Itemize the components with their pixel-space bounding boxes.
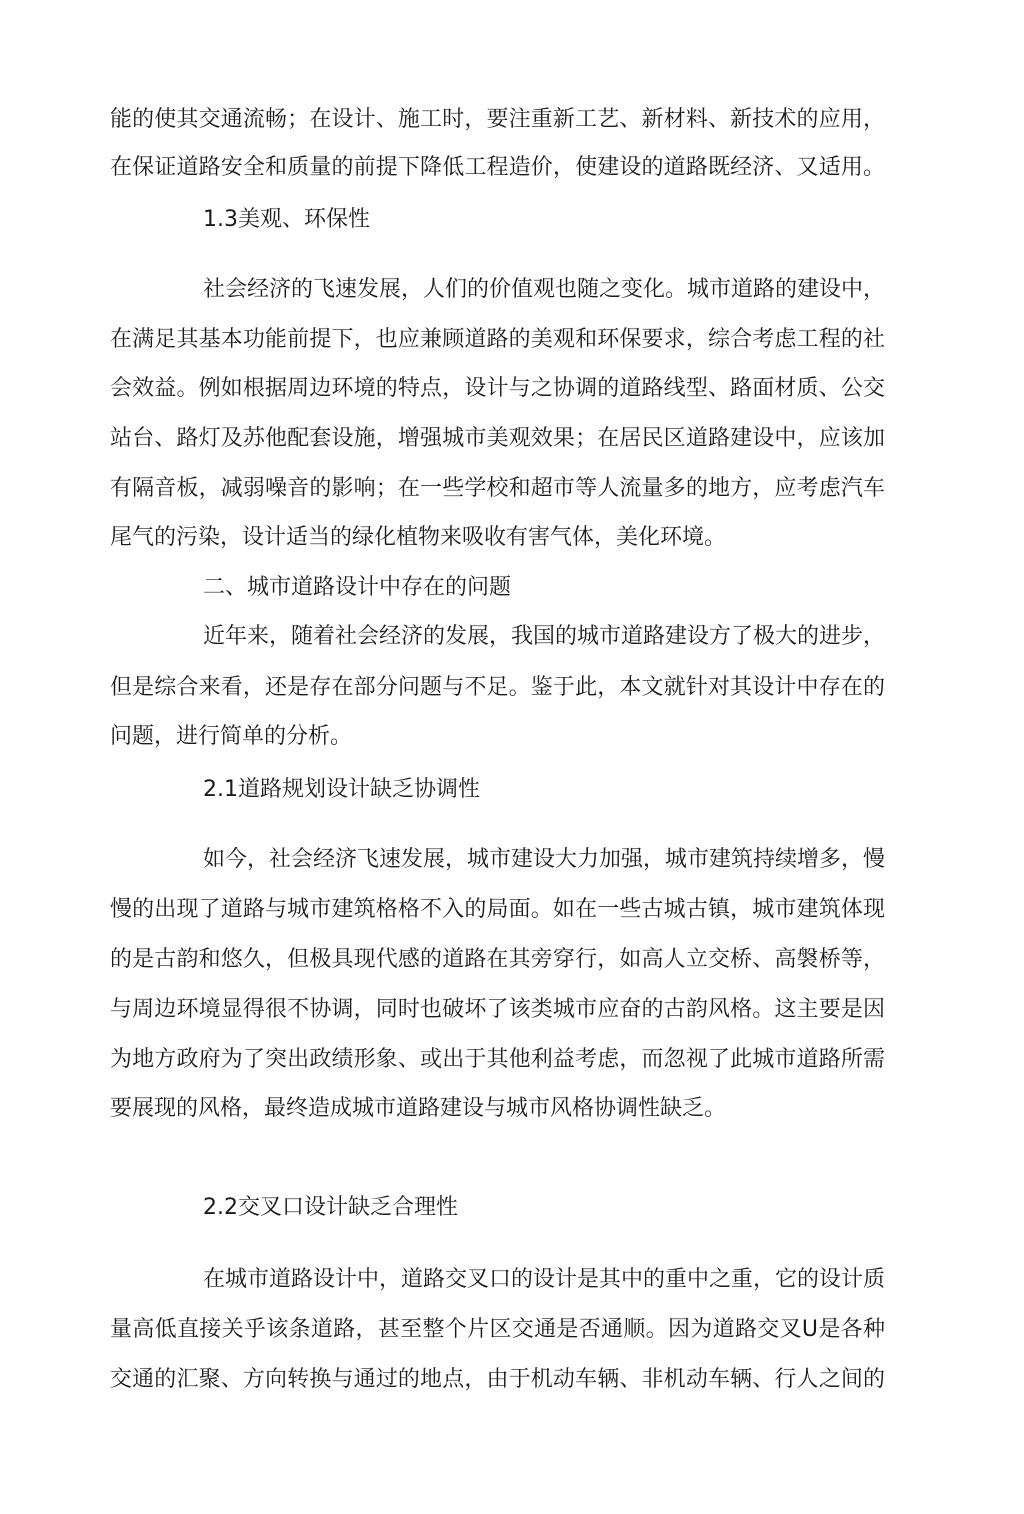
paragraph-2-line-5: 有隔音板，减弱噪音的影响；在一些学校和超市等人流量多的地方，应考虑汽车 xyxy=(110,476,885,501)
paragraph-3-line-3: 问题，进行简单的分析。 xyxy=(110,724,353,749)
paragraph-1-line-2: 在保证道路安全和质量的前提下降低工程造价，使建设的道路既经济、又适用。 xyxy=(110,155,885,180)
paragraph-2-line-6: 尾气的污染，设计适当的绿化植物来吸收有害气体，美化环境。 xyxy=(110,525,727,550)
paragraph-2-line-3: 会效益。例如根据周边环境的特点，设计与之协调的道路线型、路面材质、公交 xyxy=(110,376,885,401)
paragraph-4-line-5: 为地方政府为了突出政绩形象、或出于其他利益考虑，而忽视了此城市道路所需 xyxy=(110,1047,885,1072)
paragraph-5-line-3: 交通的汇聚、方向转换与通过的地点，由于机动车辆、非机动车辆、行人之间的 xyxy=(110,1367,885,1392)
paragraph-5-line-2: 量高低直接关乎该条道路，甚至整个片区交通是否通顺。因为道路交叉U是各种 xyxy=(110,1317,885,1342)
paragraph-1-line-1: 能的使其交通流畅；在设计、施工时，要注重新工艺、新材料、新技术的应用， xyxy=(110,107,885,132)
section-heading-2-2: 2.2交叉口设计缺乏合理性 xyxy=(203,1195,458,1220)
paragraph-3-line-1: 近年来，随着社会经济的发展，我国的城市道路建设方了极大的进步， xyxy=(203,624,886,649)
paragraph-4-line-1: 如今，社会经济飞速发展，城市建设大力加强，城市建筑持续增多，慢 xyxy=(203,847,886,872)
paragraph-5-line-1: 在城市道路设计中，道路交叉口的设计是其中的重中之重，它的设计质 xyxy=(203,1267,886,1292)
paragraph-2-line-1: 社会经济的飞速发展，人们的价值观也随之变化。城市道路的建设中， xyxy=(203,277,886,302)
section-heading-2: 二、城市道路设计中存在的问题 xyxy=(203,575,512,600)
paragraph-4-line-6: 要展现的风格，最终造成城市道路建设与城市风格协调性缺乏。 xyxy=(110,1096,727,1121)
paragraph-2-line-2: 在满足其基本功能前提下，也应兼顾道路的美观和环保要求，综合考虑工程的社 xyxy=(110,327,885,352)
paragraph-4-line-2: 慢的出现了道路与城市建筑格格不入的局面。如在一些古城古镇，城市建筑体现 xyxy=(110,897,885,922)
paragraph-3-line-2: 但是综合来看，还是存在部分问题与不足。鉴于此，本文就针对其设计中存在的 xyxy=(110,675,885,700)
section-heading-2-1: 2.1道路规划设计缺乏协调性 xyxy=(203,777,480,802)
paragraph-4-line-4: 与周边环境显得很不协调，同时也破坏了该类城市应奋的古韵风格。这主要是因 xyxy=(110,997,885,1022)
paragraph-4-line-3: 的是古韵和悠久，但极具现代感的道路在其旁穿行，如高人立交桥、高褩桥等， xyxy=(110,947,885,972)
section-heading-1-3: 1.3美观、环保性 xyxy=(203,207,370,232)
paragraph-2-line-4: 站台、路灯及苏他配套设施，增强城市美观效果；在居民区道路建设中，应该加 xyxy=(110,426,885,451)
